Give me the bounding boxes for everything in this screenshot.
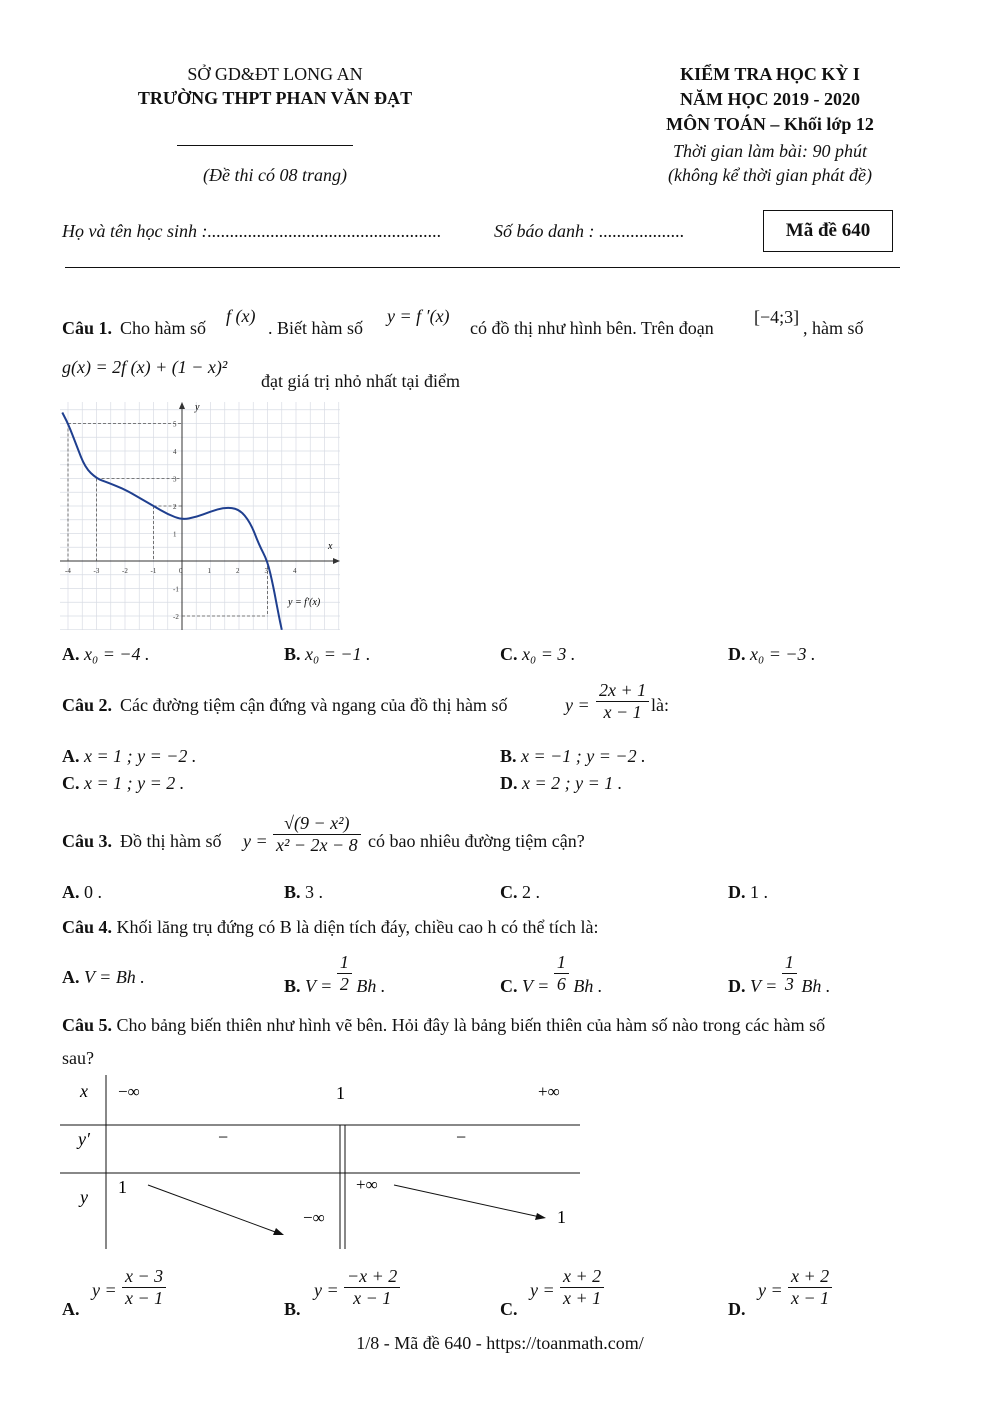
table-row-y: y	[80, 1187, 88, 1207]
q5-option-a-num: x − 3	[122, 1266, 166, 1288]
q1-option-c-text: x₀ = 3 .	[522, 644, 576, 664]
x-tick-label: -2	[122, 567, 128, 575]
q5-option-a-fraction	[122, 1266, 166, 1308]
q5-option-d-y-eq: y =	[758, 1280, 783, 1300]
q4-option-c[interactable]	[500, 952, 603, 997]
q5-option-c-fraction	[560, 1266, 604, 1308]
q1-option-c[interactable]	[500, 644, 575, 665]
x-tick-labels	[65, 567, 297, 575]
q2-option-b-text: x = −1 ; y = −2 .	[521, 746, 646, 766]
q3-option-d-label: D.	[728, 882, 746, 902]
q4-option-d-fraction	[782, 952, 797, 994]
question-2-denominator: x − 1	[603, 701, 642, 722]
question-2-fraction	[596, 680, 649, 722]
question-1-math-g: g(x) = 2f (x) + (1 − x)²	[62, 357, 228, 377]
question-5-text-2: sau?	[62, 1048, 94, 1068]
q5-option-b[interactable]	[284, 1266, 484, 1322]
question-2-text: Các đường tiệm cận đứng và ngang của đồ thị hàm số	[120, 695, 508, 715]
table-x-1: 1	[336, 1083, 345, 1103]
question-3-fraction	[273, 813, 361, 855]
question-1-text-1: Cho hàm số	[120, 318, 207, 338]
student-id-field: Số báo danh : ...................	[494, 221, 685, 241]
q4-option-d[interactable]	[728, 952, 831, 997]
q1-option-d[interactable]	[728, 644, 816, 665]
q4-option-b[interactable]	[284, 952, 386, 997]
q1-option-d-text: x₀ = −3 .	[750, 644, 816, 664]
exam-duration: Thời gian làm bài: 90 phút	[672, 141, 868, 161]
q2-option-a-text: x = 1 ; y = −2 .	[84, 746, 197, 766]
q4-option-c-pre: V =	[522, 976, 550, 997]
table-yprime-sign-2: −	[456, 1127, 467, 1147]
q1-option-a[interactable]	[62, 644, 150, 665]
q4-option-a[interactable]	[62, 967, 145, 988]
table-y-start: 1	[118, 1177, 127, 1197]
q4-option-b-num: 1	[337, 952, 352, 974]
table-arrow-1	[148, 1185, 278, 1233]
question-1-math-fprime: y = f ′(x)	[387, 306, 450, 326]
question-4-label: Câu 4.	[62, 917, 113, 937]
q5-option-a-den: x − 1	[125, 1287, 164, 1308]
q4-option-d-post: Bh .	[801, 976, 831, 997]
q3-option-a-text: 0 .	[84, 882, 102, 902]
q5-option-d[interactable]	[728, 1266, 928, 1322]
page-footer: 1/8 - Mã đề 640 - https://toanmath.com/	[356, 1333, 644, 1353]
q2-option-b-label: B.	[500, 746, 517, 766]
y-tick-label: -2	[173, 613, 179, 621]
question-3-text: Đồ thị hàm số	[120, 831, 222, 851]
q2-option-c[interactable]	[62, 773, 184, 794]
header-divider	[177, 145, 353, 146]
q2-option-d-label: D.	[500, 773, 518, 793]
department-name: SỞ GD&ĐT LONG AN	[187, 64, 363, 84]
q4-option-b-pre: V =	[305, 976, 333, 997]
x-tick-label: -4	[65, 567, 71, 575]
y-axis-label: y	[195, 402, 200, 413]
q4-option-b-post: Bh .	[356, 976, 386, 997]
q2-option-a-label: A.	[62, 746, 80, 766]
q5-option-d-fraction	[788, 1266, 832, 1308]
q3-option-b-text: 3 .	[305, 882, 324, 902]
q5-option-b-label: B.	[284, 1299, 301, 1319]
q1-option-a-text: x₀ = −4 .	[84, 644, 150, 664]
q4-option-a-label: A.	[62, 967, 80, 987]
q4-option-c-post: Bh .	[573, 976, 603, 997]
q4-option-a-text: V = Bh .	[84, 967, 145, 987]
x-axis-label: x	[328, 541, 333, 552]
question-5	[62, 1015, 825, 1036]
q4-option-d-den: 3	[784, 973, 794, 994]
school-year: NĂM HỌC 2019 - 2020	[680, 89, 860, 109]
x-tick-label: -1	[150, 567, 157, 575]
q3-option-a-label: A.	[62, 882, 80, 902]
student-name-field: Họ và tên học sinh :....................................................	[62, 221, 442, 241]
q4-option-b-den: 2	[339, 973, 349, 994]
q5-option-b-y-eq: y =	[314, 1280, 339, 1300]
y-tick-label: 1	[173, 530, 177, 539]
question-3-label: Câu 3.	[62, 831, 113, 851]
question-3-y-eq: y =	[243, 831, 268, 851]
y-tick-label: 2	[173, 503, 177, 511]
q3-option-c-text: 2 .	[522, 882, 540, 902]
q3-option-b[interactable]	[284, 882, 323, 903]
q2-option-d[interactable]	[500, 773, 622, 794]
question-1-text-2: . Biết hàm số	[268, 318, 363, 338]
q5-option-c-label: C.	[500, 1299, 518, 1319]
q4-option-b-fraction	[337, 952, 352, 994]
table-y-left-limit: −∞	[303, 1208, 325, 1227]
q3-option-d[interactable]	[728, 882, 768, 903]
q2-option-c-label: C.	[62, 773, 80, 793]
q4-option-c-den: 6	[556, 973, 566, 994]
question-1-math-interval: [−4;3]	[754, 307, 800, 327]
x-tick-label: 4	[293, 567, 297, 575]
x-tick-label: 1	[207, 567, 211, 575]
question-1-text-4: , hàm số	[803, 318, 864, 338]
question-4	[62, 917, 598, 938]
q4-option-d-num: 1	[782, 952, 797, 974]
q4-option-d-pre: V =	[750, 976, 778, 997]
table-arrowhead-2	[535, 1213, 546, 1220]
q3-option-c[interactable]	[500, 882, 540, 903]
school-name: TRƯỜNG THPT PHAN VĂN ĐẠT	[137, 88, 413, 108]
y-tick-label: -1	[173, 585, 179, 594]
question-5-label: Câu 5.	[62, 1015, 113, 1035]
duration-note: (không kể thời gian phát đề)	[667, 165, 873, 185]
q5-option-a-label: A.	[62, 1299, 80, 1319]
q5-option-d-num: x + 2	[788, 1266, 832, 1288]
y-tick-labels	[173, 421, 179, 622]
q1-option-a-label: A.	[62, 644, 80, 664]
question-5-text-1: Cho bảng biến thiên như hình vẽ bên. Hỏi đây là bảng biến thiên của hàm số nào trong các hàm số	[116, 1015, 826, 1035]
exam-title: KIỂM TRA HỌC KỲ I	[680, 64, 860, 84]
variation-table	[60, 1075, 590, 1250]
q5-option-d-den: x − 1	[791, 1287, 830, 1308]
question-1-math-f: f (x)	[226, 306, 256, 326]
student-divider	[65, 267, 900, 268]
q5-option-d-label: D.	[728, 1299, 746, 1319]
exam-code-box: Mã đề 640	[763, 210, 893, 252]
page-count-note: (Đề thi có 08 trang)	[203, 165, 347, 185]
q5-option-b-den: x − 1	[353, 1287, 392, 1308]
question-1	[62, 306, 942, 336]
q2-option-b[interactable]	[500, 746, 646, 767]
y-axis-arrow	[179, 402, 185, 409]
fprime-graph	[60, 402, 340, 630]
x-tick-label: 2	[236, 567, 240, 575]
q5-option-c-num: x + 2	[560, 1266, 604, 1288]
question-3-denominator: x² − 2x − 8	[276, 834, 358, 855]
q5-option-c-y-eq: y =	[530, 1280, 555, 1300]
table-arrowhead-1	[273, 1228, 284, 1235]
question-4-text: Khối lăng trụ đứng có B là diện tích đáy, chiều cao h có thể tích là:	[116, 917, 599, 937]
curve-label: y = f′(x)	[288, 597, 321, 608]
q2-option-a[interactable]	[62, 746, 196, 767]
q3-option-c-label: C.	[500, 882, 518, 902]
question-2-numerator: 2x + 1	[596, 680, 649, 702]
y-tick-label: 4	[173, 448, 177, 456]
q2-option-c-text: x = 1 ; y = 2 .	[84, 773, 185, 793]
question-1-text-3: có đồ thị như hình bên. Trên đoạn	[470, 318, 714, 338]
table-row-x: x	[80, 1081, 88, 1101]
fprime-curve	[62, 413, 281, 630]
question-2-label: Câu 2.	[62, 695, 113, 715]
question-1-label: Câu 1.	[62, 318, 113, 338]
q1-option-d-label: D.	[728, 644, 746, 664]
table-x-pos-inf: +∞	[538, 1082, 560, 1101]
question-3-tail: có bao nhiêu đường tiệm cận?	[368, 831, 585, 851]
q4-option-d-label: D.	[728, 976, 746, 997]
q1-option-b-label: B.	[284, 644, 301, 664]
x-tick-label: 0	[179, 567, 183, 575]
q1-option-b-text: x₀ = −1 .	[305, 644, 371, 664]
table-yprime-sign-1: −	[218, 1127, 229, 1147]
q3-option-d-text: 1 .	[750, 882, 768, 902]
q5-option-b-fraction	[344, 1266, 400, 1308]
q3-option-a[interactable]	[62, 882, 102, 903]
q4-option-c-num: 1	[554, 952, 569, 974]
y-tick-label: 5	[173, 420, 177, 429]
q5-option-a[interactable]	[62, 1266, 262, 1322]
q5-option-a-y-eq: y =	[92, 1280, 117, 1300]
q4-option-c-label: C.	[500, 976, 518, 997]
x-tick-label: 3	[264, 567, 268, 575]
subject-grade: MÔN TOÁN – Khối lớp 12	[666, 114, 874, 134]
q2-option-d-text: x = 2 ; y = 1 .	[522, 773, 623, 793]
question-3-numerator: √(9 − x²)	[273, 813, 361, 835]
table-x-neg-inf: −∞	[118, 1082, 140, 1101]
question-2-tail: là:	[651, 695, 669, 715]
question-1-text-5: đạt giá trị nhỏ nhất tại điểm	[261, 371, 460, 391]
q5-option-c-den: x + 1	[563, 1287, 602, 1308]
y-tick-label: 3	[173, 475, 177, 484]
q4-option-b-label: B.	[284, 976, 301, 997]
q4-option-c-fraction	[554, 952, 569, 994]
q1-option-b[interactable]	[284, 644, 371, 665]
q5-option-c[interactable]	[500, 1266, 700, 1322]
table-y-end: 1	[557, 1207, 566, 1227]
table-arrow-2	[394, 1185, 540, 1217]
q1-option-c-label: C.	[500, 644, 518, 664]
q3-option-b-label: B.	[284, 882, 301, 902]
table-y-right-limit: +∞	[356, 1175, 378, 1194]
q5-option-b-num: −x + 2	[344, 1266, 400, 1288]
x-tick-label: -3	[93, 567, 100, 575]
table-row-yprime: y′	[78, 1129, 90, 1149]
question-2-y-eq: y =	[565, 695, 590, 715]
